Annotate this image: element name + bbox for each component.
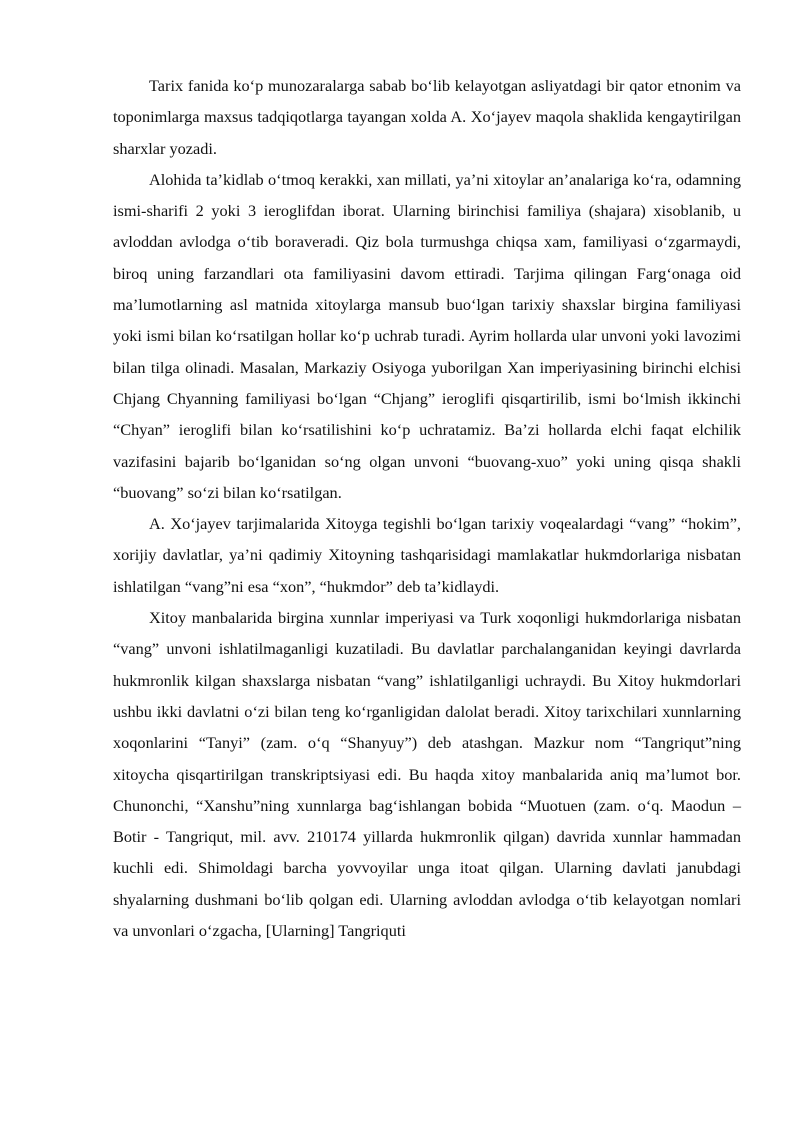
- document-page: [113, 70, 741, 946]
- paragraph-2: Alohida ta’kidlab o‘tmoq kerakki, xan millati, ya’ni xitoylar an’analariga ko‘ra, odamning ismi-sharifi 2 yoki 3 ieroglifdan iborat. Ularning birinchisi familiya (shajara) xisoblanib, u avloddan avlodga o‘tib boraveradi. Qiz bola turmushga chiqsa xam, familiyasi o‘zgarmaydi, biroq uning farzandlari ota familiyasini davom ettiradi. Tarjima qilingan Farg‘onaga oid ma’lumotlarning asl matnida xitoylarga mansub buo‘lgan tarixiy shaxslar birgina familiyasi yoki ismi bilan ko‘rsatilgan hollar ko‘p uchrab turadi. Ayrim hollarda ular unvoni yoki lavozimi bilan tilga olinadi. Masalan, Markaziy Osiyoga yuborilgan Xan imperiyasining birinchi elchisi Chjang Chyanning familiyasi bo‘lgan “Chjang” ieroglifi qisqartirilib, ismi bo‘lmish ikkinchi “Chyan” ieroglifi bilan ko‘rsatilishini ko‘p uchratamiz. Ba’zi hollarda elchi faqat elchilik vazifasini bajarib bo‘lganidan so‘ng olgan unvoni “buovang-xuo” yoki uning qisqa shakli “buovang” so‘zi bilan ko‘rsatilgan.: [113, 169, 741, 502]
- paragraph-3: A. Xo‘jayev tarjimalarida Xitoyga tegishli bo‘lgan tarixiy voqealardagi “vang” “hokim”, xorijiy davlatlar, ya’ni qadimiy Xitoyning tashqarisidagi mamlakatlar hukmdorlariga nisbatan ishlatilgan “vang”ni esa “xon”, “hukmdor” deb ta’kidlaydi.: [113, 514, 741, 596]
- paragraph-4: Xitoy manbalarida birgina xunnlar imperiyasi va Turk xoqonligi hukmdorlariga nisbatan “vang” unvoni ishlatilmaganligi kuzatiladi. Bu davlatlar parchalanganidan keyingi davrlarda hukmronlik kilgan shaxslarga nisbatan “vang” ishlatilganligi uchraydi. Bu Xitoy hukmdorlari ushbu ikki davlatni o‘zi bilan teng ko‘rganligidan dalolat beradi. Xitoy tarixchilari xunnlarning xoqonlarini “Tanyi” (zam. o‘q “Shanyuy”) deb atashgan. Mazkur nom “Tangriqut”ning xitoycha qisqartirilgan transkriptsiyasi edi. Bu haqda xitoy manbalarida aniq ma’lumot bor. Chunonchi, “Xanshu”ning xunnlarga bag‘ishlangan bobida “Muotuen (zam. o‘q. Maodun – Botir - Tangriqut, mil. avv. 210174 yillarda hukmronlik qilgan) davrida xunnlar hammadan kuchli edi. Shimoldagi barcha yovvoyilar unga itoat qilgan. Ularning davlati janubdagi shyalarning dushmani bo‘lib qolgan edi. Ularning avloddan avlodga o‘tib kelayotgan nomlari va unvonlari o‘zgacha, [Ularning] Tangriquti: [113, 608, 741, 941]
- paragraph-1: Tarix fanida ko‘p munozaralarga sabab bo‘lib kelayotgan asliyatdagi bir qator etnonim va toponimlarga maxsus tadqiqotlarga tayangan xolda A. Xo‘jayev maqola shaklida kengaytirilgan sharxlar yozadi.: [113, 76, 741, 158]
